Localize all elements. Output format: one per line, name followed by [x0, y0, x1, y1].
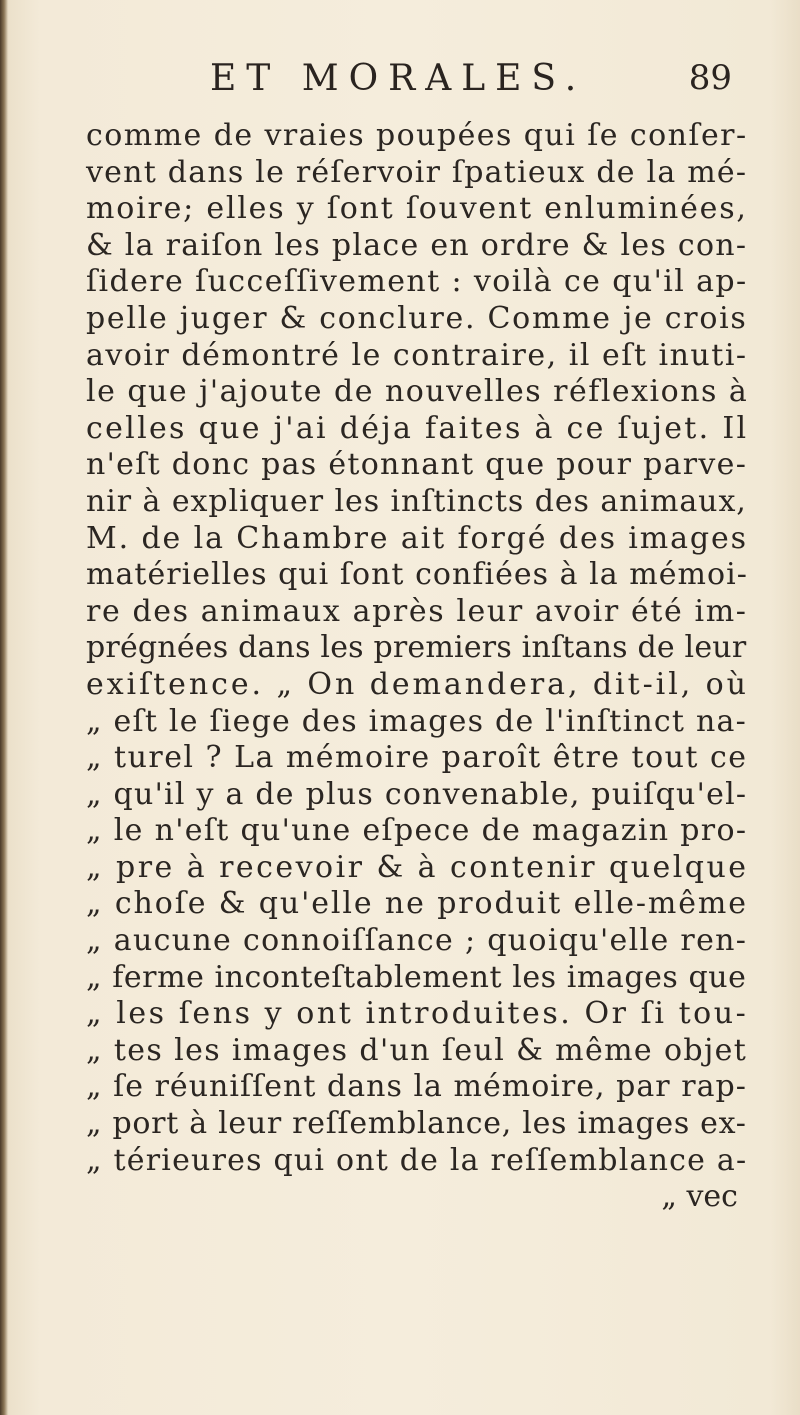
text-line: avoir démontré le contraire, il eſt inuti-	[86, 337, 748, 373]
text-line: „ les ſens y ont introduites. Or ſi tou-	[86, 996, 749, 1032]
body-text	[86, 118, 749, 1216]
text-line: „ tes les images d'un ſeul & même objet	[86, 1032, 748, 1068]
text-line: vent dans le réſervoir ſpatieux de la mé-	[86, 154, 748, 190]
text-line: & la raiſon les place en ordre & les con-	[86, 227, 748, 263]
text-line: „ qu'il y a de plus convenable, puiſqu'el-	[86, 776, 748, 812]
text-line: M. de la Chambre ait forgé des images	[86, 520, 748, 556]
text-line: re des animaux après leur avoir été im-	[86, 593, 748, 629]
text-line: matérielles qui ſont confiées à la mémoi-	[86, 557, 748, 593]
text-line: ſidere ſucceſſivement : voilà ce qu'il ap-	[86, 264, 748, 300]
text-line: le que j'ajoute de nouvelles réflexions à	[86, 374, 749, 410]
text-line: „ le n'eſt qu'une eſpece de magazin pro-	[86, 813, 748, 849]
text-line: „ choſe & qu'elle ne produit elle-même	[86, 886, 748, 922]
text-line: comme de vraies poupées qui ſe conſer-	[86, 118, 748, 153]
text-line: celles que j'ai déja faites à ce ſujet. Il	[86, 410, 749, 446]
page-number: 89	[688, 58, 732, 98]
text-line: „ aucune connoiſſance ; quoiqu'elle ren-	[86, 923, 748, 959]
running-title: ET MORALES.	[210, 58, 587, 99]
text-line: moire; elles y ſont ſouvent enluminées,	[86, 191, 748, 227]
text-line: exiſtence. „ On demandera, dit-il, où	[86, 666, 749, 702]
text-line: „ ferme inconteſtablement les images que	[86, 959, 747, 995]
text-line: „ térieures qui ont de la reſſemblance a-	[86, 1142, 748, 1178]
book-binding-edge	[0, 0, 8, 1415]
page-header	[210, 58, 740, 98]
text-line: nir à expliquer les inſtincts des animaux,	[86, 483, 747, 519]
text-line: n'eſt donc pas étonnant que pour parve-	[86, 447, 748, 483]
text-line: „ turel ? La mémoire paroît être tout ce	[86, 740, 748, 776]
text-line: „ port à leur reſſemblance, les images ex-	[86, 1106, 747, 1142]
text-line: „ ſe réuniſſent dans la mémoire, par rap-	[86, 1069, 747, 1105]
text-line: prégnées dans les premiers inſtans de leur	[86, 630, 747, 666]
text-line: „ pre à recevoir & à contenir quelque	[86, 849, 749, 885]
text-line: pelle juger & conclure. Comme je crois	[86, 300, 748, 336]
catchword: „ vec	[661, 1179, 738, 1215]
text-line: „ eſt le ſiege des images de l'inſtinct na-	[86, 703, 748, 739]
